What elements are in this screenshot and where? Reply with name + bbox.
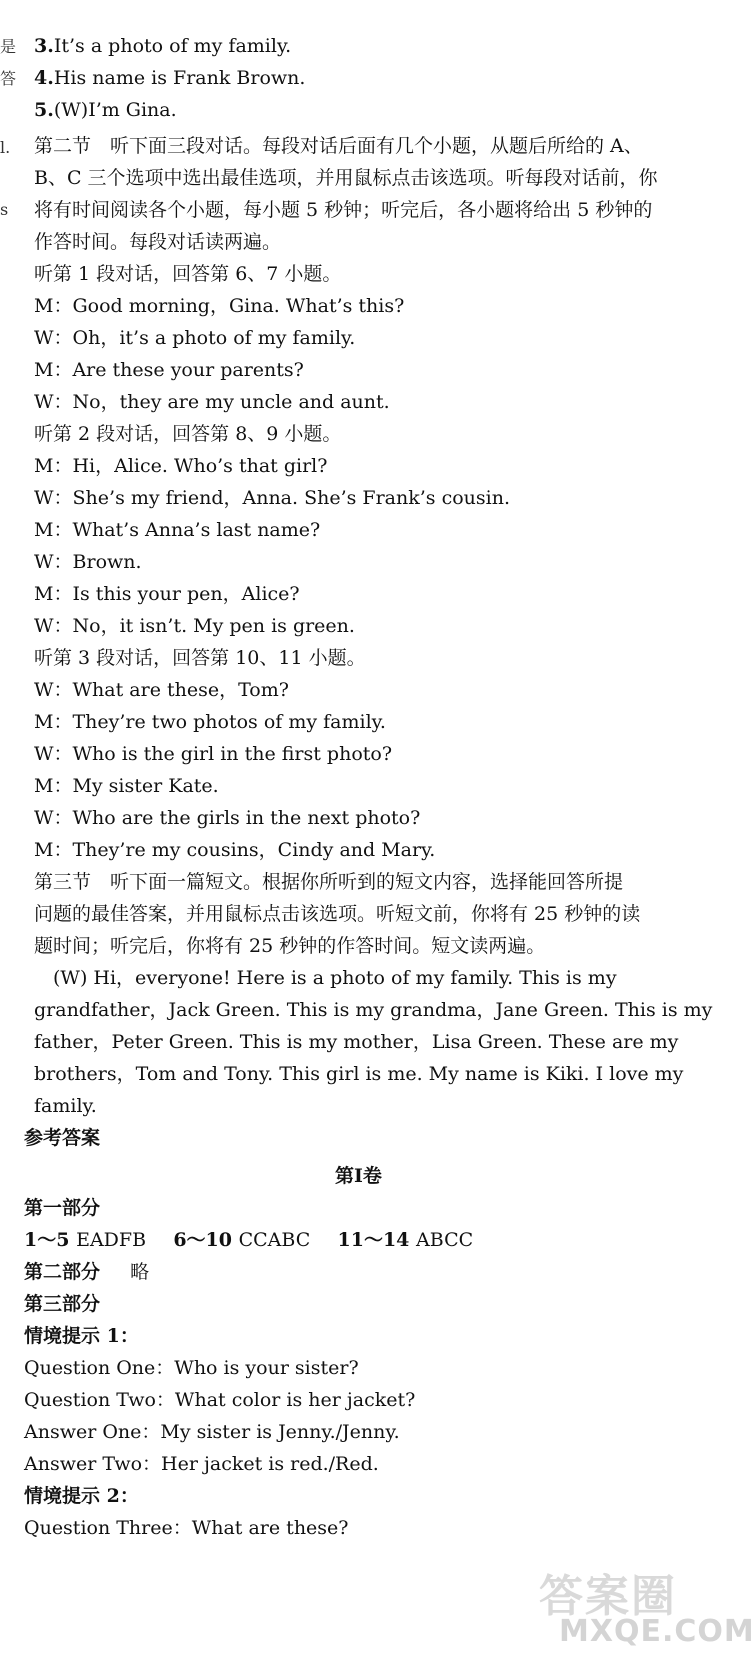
part-two-label: 第二部分 [24,1261,101,1283]
part-one-label: 第一部分 [24,1197,101,1219]
dialogue-line: M：Is this your pen，Alice? [34,583,300,605]
dialogue-line: W：No，it isn’t. My pen is green. [34,615,355,637]
dialogue-line: W：No，they are my uncle and aunt. [34,391,390,413]
dialogue-line: M：They’re my cousins，Cindy and Mary. [34,839,436,861]
hint-line: Answer Two：Her jacket is red./Red. [24,1453,379,1475]
passage-line: grandfather，Jack Green. This is my grandma，Jane Green. This is my [34,999,713,1021]
answer-letters: ABCC [416,1229,474,1251]
part-two-value: 略 [130,1261,150,1283]
option-line: 4.His name is Frank Brown. [34,67,306,89]
section-three-instructions: 问题的最佳答案，并用鼠标点击该选项。听短文前，你将有 25 秒钟的读 [34,903,641,925]
dialogue-line: W：Who are the girls in the next photo? [34,807,421,829]
margin-mark: l. [0,138,11,157]
dialogue-line: M：Are these your parents? [34,359,304,381]
hint-two-label: 情境提示 2： [24,1485,139,1507]
dialogue-line: M：Hi，Alice. Who’s that girl? [34,455,328,477]
hint-one-label: 情境提示 1： [24,1325,139,1347]
section-two-instructions: 将有时间阅读各个小题，每小题 5 秒钟；听完后，各小题将给出 5 秒钟的 [34,199,653,221]
section-two-instructions: B、C 三个选项中选出最佳选项，并用鼠标点击该选项。听每段对话前，你 [34,167,658,189]
part-three-label: 第三部分 [24,1293,101,1315]
watermark-text-cn: 答案圈 [539,1571,677,1622]
answer-letters: CCABC [238,1229,311,1251]
watermark-text-en: MXQE.COM [559,1614,755,1649]
dialogue-line: W：What are these，Tom? [34,679,289,701]
section-two-instructions: 作答时间。每段对话读两遍。 [34,231,282,253]
section-three-instructions: 第三节 听下面一篇短文。根据你所听到的短文内容，选择能回答所提 [34,871,624,893]
option-line: 3.It’s a photo of my family. [34,35,292,57]
dialogue-heading: 听第 3 段对话，回答第 10、11 小题。 [34,647,366,669]
dialogue-heading: 听第 1 段对话，回答第 6、7 小题。 [34,263,342,285]
part-one-answers [24,1224,741,1256]
hint-line: Answer One：My sister is Jenny./Jenny. [24,1421,400,1443]
dialogue-heading: 听第 2 段对话，回答第 8、9 小题。 [34,423,342,445]
passage-line: father，Peter Green. This is my mother，Lisa Green. These are my [34,1031,679,1053]
dialogue-line: W：She’s my friend，Anna. She’s Frank’s cousin. [34,487,511,509]
dialogue-line: M：Good morning，Gina. What’s this? [34,295,405,317]
part-two-row [24,1256,741,1288]
dialogue-line: M：They’re two photos of my family. [34,711,386,733]
hint-line: Question Three：What are these? [24,1517,349,1539]
answer-range: 6～10 [173,1229,232,1251]
volume-title: 第Ⅰ卷 [335,1165,382,1187]
dialogue-line: W：Oh，it’s a photo of my family. [34,327,356,349]
hint-line: Question One：Who is your sister? [24,1357,359,1379]
margin-mark: s [0,200,9,219]
dialogue-line: W：Brown. [34,551,142,573]
dialogue-line: W：Who is the girl in the first photo? [34,743,393,765]
option-line: 5.(W)I’m Gina. [34,99,177,121]
passage-line: family. [34,1095,97,1117]
answers-heading: 参考答案 [24,1127,101,1149]
margin-mark: 是 [0,37,17,56]
dialogue-line: M：What’s Anna’s last name? [34,519,321,541]
watermark-logo [539,1560,755,1650]
passage-line: (W) Hi，everyone! Here is a photo of my family. This is my [34,967,617,989]
section-three-instructions: 题时间；听完后，你将有 25 秒钟的作答时间。短文读两遍。 [34,935,546,957]
dialogue-line: M：My sister Kate. [34,775,219,797]
margin-mark: 答 [0,69,17,88]
hint-line: Question Two：What color is her jacket? [24,1389,416,1411]
section-two-instructions: 第二节 听下面三段对话。每段对话后面有几个小题，从题后所给的 A、 [34,135,643,157]
answer-range: 11～14 [337,1229,410,1251]
answer-range: 1～5 [24,1229,70,1251]
answer-letters: EADFB [76,1229,147,1251]
passage-line: brothers，Tom and Tony. This girl is me. My name is Kiki. I love my [34,1063,684,1085]
